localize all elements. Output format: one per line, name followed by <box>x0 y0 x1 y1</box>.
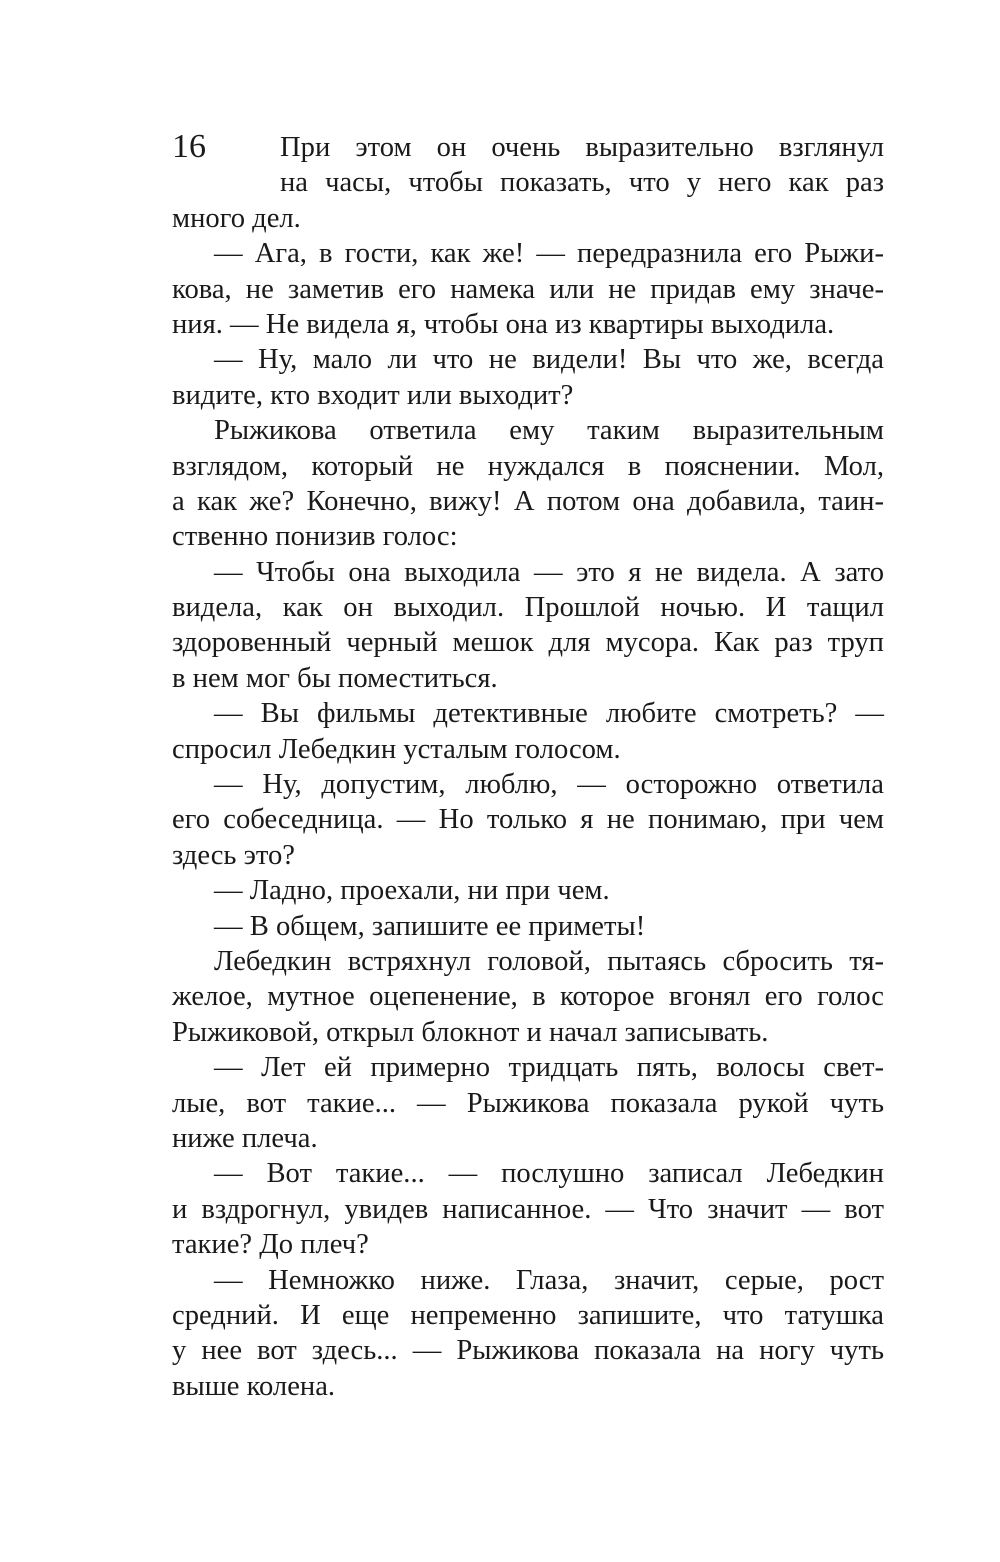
text-line: Лебедкин встряхнул головой, пытаясь сбросить тя- <box>214 945 884 977</box>
text-line: — Немножко ниже. Глаза, значит, серые, рост <box>214 1264 884 1296</box>
text-line: При этом он очень выразительно взглянул <box>280 132 884 163</box>
text-line: в нем мог бы поместиться. <box>172 662 498 694</box>
text-line: здесь это? <box>172 839 295 871</box>
text-line: — Вот такие... — послушно записал Лебедкин <box>214 1158 884 1190</box>
text-line: Рыжиковой, открыл блокнот и начал записывать. <box>172 1016 769 1048</box>
text-line: — Вы фильмы детективные любите смотреть? — <box>214 698 884 730</box>
paragraph <box>172 555 884 697</box>
paragraph <box>172 696 884 767</box>
text-line: такие? До плеч? <box>172 1229 369 1261</box>
text-line: желое, мутное оцепенение, в которое вгонял его голос <box>172 981 884 1013</box>
text-line: и вздрогнул, увидев написанное. — Что значит — вот <box>172 1193 884 1225</box>
text-line: — Ладно, проехали, ни при чем. <box>214 875 610 907</box>
paragraph <box>172 909 884 944</box>
paragraph <box>172 342 884 413</box>
paragraph <box>172 1263 884 1405</box>
text-line: видите, кто входит или выходит? <box>172 379 574 411</box>
text-line: Рыжикова ответила ему таким выразительным <box>214 415 884 447</box>
text-line: кова, не заметив его намека или не придав ему значе- <box>172 273 884 305</box>
text-line: ниже плеча. <box>172 1122 318 1154</box>
page-number: 16 <box>172 128 206 165</box>
text-line: много дел. <box>172 202 301 234</box>
paragraph <box>172 130 884 236</box>
page-body <box>172 130 884 1404</box>
paragraph <box>172 413 884 555</box>
text-line: — Ну, мало ли что не видели! Вы что же, всегда <box>214 344 884 376</box>
text-line: — Лет ей примерно тридцать пять, волосы свет- <box>214 1052 884 1084</box>
paragraph <box>172 1050 884 1156</box>
text-line: — Чтобы она выходила — это я не видела. А зато <box>214 556 884 588</box>
text-line: — В общем, запишите ее приметы! <box>214 910 646 942</box>
text-line: — Ну, допустим, люблю, — осторожно ответила <box>214 769 884 801</box>
text-line: его собеседница. — Но только я не понимаю, при чем <box>172 804 884 836</box>
paragraph <box>172 1156 884 1262</box>
text-line: средний. И еще непременно запишите, что татушка <box>172 1299 884 1331</box>
text-line: здоровенный черный мешок для мусора. Как раз труп <box>172 627 884 659</box>
text-line: — Ага, в гости, как же! — передразнила его Рыжи- <box>214 238 884 270</box>
text-line: взглядом, который не нуждался в пояснении. Мол, <box>172 450 884 482</box>
paragraph <box>172 767 884 873</box>
paragraph <box>172 944 884 1050</box>
text-line: на часы, чтобы показать, что у него как раз <box>280 167 884 199</box>
paragraph <box>172 873 884 908</box>
text-line: лые, вот такие... — Рыжикова показала рукой чуть <box>172 1087 884 1119</box>
text-line: спросил Лебедкин усталым голосом. <box>172 733 621 765</box>
text-line: у нее вот здесь... — Рыжикова показала на ногу чуть <box>172 1335 884 1367</box>
text-line: ния. — Не видела я, чтобы она из квартиры выходила. <box>172 308 835 340</box>
text-line: ственно понизив голос: <box>172 521 458 553</box>
text-line: выше колена. <box>172 1370 336 1402</box>
text-line: видела, как он выходил. Прошлой ночью. И тащил <box>172 592 884 624</box>
text-line: а как же? Конечно, вижу! А потом она добавила, таин- <box>172 485 884 517</box>
paragraph <box>172 236 884 342</box>
